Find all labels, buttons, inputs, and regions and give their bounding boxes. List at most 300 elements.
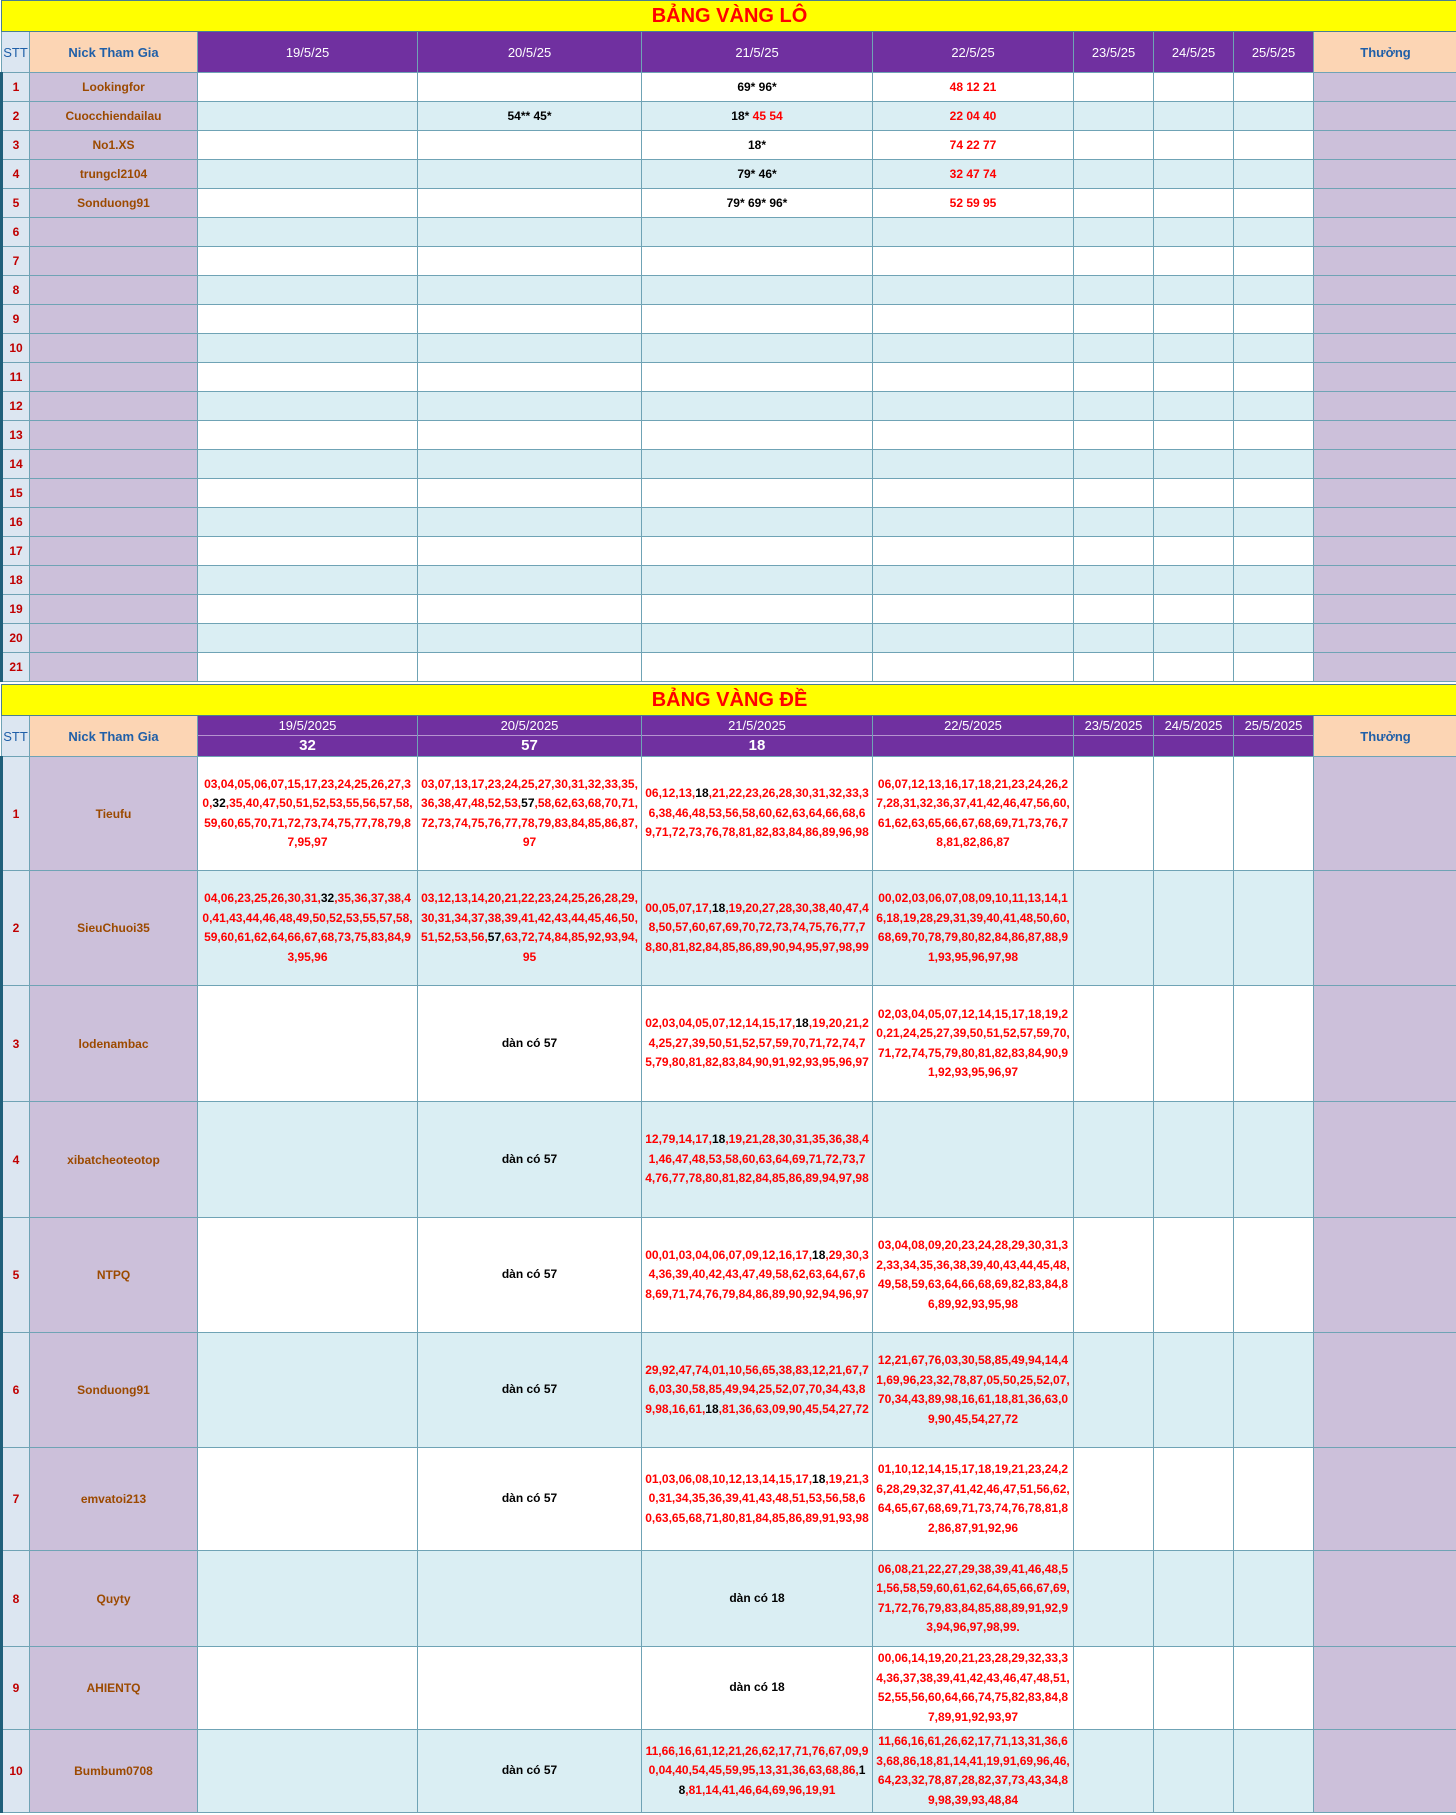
lo-row: [2, 305, 1456, 334]
prediction-cell: [642, 421, 873, 450]
reward-cell: [1314, 334, 1456, 363]
cell-text-segment: 03,04,05,06,07,15,17,23,24,25,26,27,30,: [202, 776, 411, 810]
de-row: [2, 1333, 1456, 1448]
cell-text-segment: ,81,14,41,46,64,69,96,19,91: [685, 1782, 836, 1797]
prediction-cell: [1234, 131, 1314, 160]
prediction-cell: [198, 757, 418, 871]
cell-text-segment: dàn có 57: [501, 1382, 558, 1397]
prediction-cell: [873, 102, 1074, 131]
cell-text-segment: 32: [212, 796, 226, 810]
participant-nick: Sonduong91: [30, 1333, 198, 1448]
prediction-cell: [1154, 450, 1234, 479]
reward-cell: [1314, 363, 1456, 392]
cell-text-segment: 32 47 74: [949, 167, 997, 181]
lo-reward-header: Thưởng: [1314, 32, 1456, 73]
lo-row: [2, 392, 1456, 421]
reward-cell: [1314, 757, 1456, 871]
prediction-cell: [1074, 392, 1154, 421]
prediction-cell: [198, 871, 418, 986]
prediction-cell: [1234, 1218, 1314, 1333]
prediction-cell: [1234, 305, 1314, 334]
lo-title: BẢNG VÀNG LÔ: [2, 1, 1456, 32]
prediction-cell: [642, 508, 873, 537]
de-row: [2, 1551, 1456, 1647]
prediction-cell: [873, 1218, 1074, 1333]
prediction-cell: [873, 73, 1074, 102]
participant-nick: [30, 479, 198, 508]
reward-cell: [1314, 1102, 1456, 1218]
prediction-cell: [873, 218, 1074, 247]
prediction-cell: [418, 247, 642, 276]
prediction-cell: [642, 450, 873, 479]
prediction-cell: [1154, 247, 1234, 276]
reward-cell: [1314, 566, 1456, 595]
prediction-cell: [873, 624, 1074, 653]
prediction-cell: [418, 421, 642, 450]
prediction-cell: [1074, 479, 1154, 508]
cell-text-segment: dàn có 57: [501, 1491, 558, 1506]
prediction-cell: [1234, 1647, 1314, 1730]
prediction-cell: [642, 218, 873, 247]
prediction-cell: [642, 247, 873, 276]
prediction-cell: [1154, 334, 1234, 363]
reward-cell: [1314, 653, 1456, 682]
prediction-cell: [198, 218, 418, 247]
cell-text-segment: 18: [678, 1763, 866, 1797]
row-number: 8: [2, 1551, 30, 1647]
row-number: 5: [2, 189, 30, 218]
reward-cell: [1314, 131, 1456, 160]
prediction-cell: [418, 363, 642, 392]
row-number: 21: [2, 653, 30, 682]
cell-text-segment: ,58,62,63,68,70,71,72,73,74,75,76,77,78,79,83,84,85,86,87,97: [421, 796, 638, 849]
de-row: [2, 871, 1456, 986]
prediction-cell: [1074, 1647, 1154, 1730]
prediction-cell: [1074, 508, 1154, 537]
prediction-cell: [1074, 1102, 1154, 1218]
reward-cell: [1314, 392, 1456, 421]
cell-text-segment: 12,21,67,76,03,30,58,85,49,94,14,41,69,96,23,32,78,87,05,50,25,52,07,70,34,43,89,98,16,61,18,81,36,63,09,90,45,54,27,72: [876, 1353, 1070, 1426]
lo-row: [2, 363, 1456, 392]
prediction-cell: [873, 566, 1074, 595]
cell-text-segment: 69* 96*: [737, 80, 777, 94]
cell-text-segment: 00,05,07,17,: [645, 900, 712, 915]
participant-nick: Tieufu: [30, 757, 198, 871]
prediction-cell: [642, 479, 873, 508]
cell-text-segment: 74 22 77: [949, 138, 997, 152]
prediction-cell: [873, 392, 1074, 421]
prediction-cell: [642, 276, 873, 305]
prediction-cell: [198, 73, 418, 102]
participant-nick: [30, 334, 198, 363]
de-date-label: 23/5/2025: [1084, 718, 1143, 733]
de-result-number: 18: [642, 735, 872, 755]
cell-text-segment: 22 04 40: [949, 109, 997, 123]
prediction-cell: [1074, 1448, 1154, 1551]
prediction-cell: [642, 1333, 873, 1448]
prediction-cell: [1234, 537, 1314, 566]
prediction-cell: [1154, 102, 1234, 131]
prediction-cell: [1234, 363, 1314, 392]
prediction-cell: [1234, 653, 1314, 682]
prediction-cell: [642, 1730, 873, 1813]
lo-row: [2, 160, 1456, 189]
lo-date-header: 24/5/25: [1154, 32, 1234, 73]
participant-nick: [30, 537, 198, 566]
cell-text-segment: dàn có 18: [729, 1590, 785, 1605]
de-row: [2, 986, 1456, 1102]
prediction-cell: [418, 450, 642, 479]
prediction-cell: [418, 1730, 642, 1813]
prediction-cell: [1074, 102, 1154, 131]
participant-nick: SieuChuoi35: [30, 871, 198, 986]
prediction-cell: [1074, 653, 1154, 682]
cell-text-segment: 48 12 21: [949, 80, 997, 94]
prediction-cell: [873, 537, 1074, 566]
prediction-cell: [198, 334, 418, 363]
cell-text-segment: 12,79,14,17,: [645, 1132, 712, 1147]
lo-row: [2, 102, 1456, 131]
prediction-cell: [1154, 276, 1234, 305]
prediction-cell: [1154, 1551, 1234, 1647]
prediction-cell: [1074, 189, 1154, 218]
de-result-number: [1074, 735, 1153, 755]
cell-text-segment: 02,03,04,05,07,12,14,15,17,18,19,20,21,24,25,27,39,50,51,52,57,59,70,71,72,74,75,79,80,81,82,83,84,90,91,92,93,95,96,97: [876, 1006, 1070, 1079]
prediction-cell: [873, 160, 1074, 189]
prediction-cell: [198, 102, 418, 131]
reward-cell: [1314, 871, 1456, 986]
lo-row: [2, 334, 1456, 363]
prediction-cell: [198, 160, 418, 189]
prediction-cell: [642, 1647, 873, 1730]
prediction-cell: [198, 1102, 418, 1218]
prediction-cell: [873, 1730, 1074, 1813]
prediction-cell: [418, 1551, 642, 1647]
prediction-cell: [1234, 421, 1314, 450]
prediction-cell: [198, 1647, 418, 1730]
prediction-cell: [642, 189, 873, 218]
row-number: 11: [2, 363, 30, 392]
prediction-cell: [642, 537, 873, 566]
lo-row: [2, 218, 1456, 247]
prediction-cell: [873, 1647, 1074, 1730]
row-number: 5: [2, 1218, 30, 1333]
prediction-cell: [1234, 986, 1314, 1102]
reward-cell: [1314, 276, 1456, 305]
prediction-cell: [642, 871, 873, 986]
participant-nick: AHIENTQ: [30, 1647, 198, 1730]
de-title: BẢNG VÀNG ĐỀ: [2, 685, 1456, 716]
row-number: 12: [2, 392, 30, 421]
lo-date-header: 23/5/25: [1074, 32, 1154, 73]
prediction-cell: [1234, 1448, 1314, 1551]
prediction-cell: [418, 479, 642, 508]
prediction-cell: [1074, 247, 1154, 276]
prediction-cell: [1234, 871, 1314, 986]
participant-nick: [30, 218, 198, 247]
prediction-cell: [1154, 624, 1234, 653]
lo-row: [2, 537, 1456, 566]
prediction-cell: [642, 595, 873, 624]
de-date-header: [873, 716, 1074, 757]
cell-text-segment: 52 59 95: [949, 196, 997, 210]
prediction-cell: [1074, 1551, 1154, 1647]
participant-nick: [30, 653, 198, 682]
prediction-cell: [198, 537, 418, 566]
prediction-cell: [1074, 305, 1154, 334]
prediction-cell: [642, 1551, 873, 1647]
prediction-cell: [1234, 73, 1314, 102]
row-number: 6: [2, 218, 30, 247]
prediction-cell: [873, 757, 1074, 871]
prediction-cell: [198, 479, 418, 508]
cell-text-segment: 01,10,12,14,15,17,18,19,21,23,24,26,28,29,32,37,41,42,46,47,51,56,62,64,65,67,68,69,71,73,74,76,78,81,82,86,87,91,92,96: [876, 1462, 1070, 1535]
participant-nick: NTPQ: [30, 1218, 198, 1333]
de-date-label: 24/5/2025: [1164, 718, 1223, 733]
prediction-cell: [418, 1102, 642, 1218]
reward-cell: [1314, 160, 1456, 189]
row-number: 7: [2, 1448, 30, 1551]
prediction-cell: [642, 102, 873, 131]
de-stt-header: STT: [2, 716, 30, 757]
de-date-header: [198, 716, 418, 757]
cell-text-segment: ,19,20,21,24,25,27,39,50,51,52,57,59,70,71,72,74,75,79,80,81,82,83,84,90,91,92,93,95,96,97: [645, 1016, 869, 1070]
reward-cell: [1314, 624, 1456, 653]
row-number: 17: [2, 537, 30, 566]
participant-nick: No1.XS: [30, 131, 198, 160]
lo-date-header: 20/5/25: [418, 32, 642, 73]
de-row: [2, 1448, 1456, 1551]
prediction-cell: [1074, 73, 1154, 102]
prediction-cell: [642, 757, 873, 871]
participant-nick: [30, 392, 198, 421]
prediction-cell: [873, 334, 1074, 363]
cell-text-segment: 18: [695, 786, 709, 801]
row-number: 18: [2, 566, 30, 595]
prediction-cell: [642, 160, 873, 189]
row-number: 15: [2, 479, 30, 508]
prediction-cell: [1074, 334, 1154, 363]
row-number: 20: [2, 624, 30, 653]
prediction-cell: [1154, 1102, 1234, 1218]
cell-text-segment: ,35,36,37,38,40,41,43,44,46,48,49,50,52,53,55,57,58,59,60,61,62,64,66,67,68,73,75,83,84,93,95,96: [202, 891, 413, 964]
prediction-cell: [873, 450, 1074, 479]
participant-nick: [30, 305, 198, 334]
prediction-cell: [873, 1102, 1074, 1218]
prediction-cell: [1074, 160, 1154, 189]
de-date-header: [1234, 716, 1314, 757]
prediction-cell: [1234, 450, 1314, 479]
prediction-cell: [1074, 421, 1154, 450]
cell-text-segment: 18: [812, 1471, 826, 1486]
prediction-cell: [642, 392, 873, 421]
participant-nick: [30, 595, 198, 624]
de-date-label: 20/5/2025: [500, 718, 559, 733]
prediction-cell: [873, 189, 1074, 218]
prediction-cell: [1234, 247, 1314, 276]
prediction-cell: [642, 334, 873, 363]
lo-row: [2, 595, 1456, 624]
prediction-cell: [198, 624, 418, 653]
reward-cell: [1314, 305, 1456, 334]
de-date-label: 25/5/2025: [1244, 718, 1303, 733]
lo-date-header: 21/5/25: [642, 32, 873, 73]
de-result-number: 57: [418, 735, 641, 755]
reward-cell: [1314, 189, 1456, 218]
prediction-cell: [418, 537, 642, 566]
prediction-cell: [1154, 131, 1234, 160]
prediction-cell: [1234, 1333, 1314, 1448]
prediction-cell: [1154, 421, 1234, 450]
cell-text-segment: 32: [320, 891, 335, 905]
prediction-cell: [873, 1551, 1074, 1647]
cell-text-segment: dàn có 57: [501, 1267, 558, 1282]
prediction-cell: [1074, 595, 1154, 624]
participant-nick: Sonduong91: [30, 189, 198, 218]
prediction-cell: [418, 1647, 642, 1730]
prediction-cell: [1074, 624, 1154, 653]
cell-text-segment: 18: [711, 1132, 726, 1147]
prediction-cell: [873, 131, 1074, 160]
prediction-cell: [198, 986, 418, 1102]
de-row: [2, 1102, 1456, 1218]
cell-text-segment: ,19,20,27,28,30,38,40,47,48,50,57,60,67,69,70,72,73,74,75,76,77,78,80,81,82,84,85,86,89,90,94,95,97,98,99: [645, 900, 869, 954]
prediction-cell: [198, 508, 418, 537]
prediction-cell: [1234, 1730, 1314, 1813]
prediction-cell: [873, 276, 1074, 305]
prediction-cell: [1154, 479, 1234, 508]
de-result-number: [1154, 735, 1233, 755]
prediction-cell: [418, 276, 642, 305]
row-number: 2: [2, 102, 30, 131]
row-number: 13: [2, 421, 30, 450]
reward-cell: [1314, 1448, 1456, 1551]
prediction-cell: [1074, 450, 1154, 479]
row-number: 6: [2, 1333, 30, 1448]
prediction-cell: [1234, 1102, 1314, 1218]
cell-text-segment: 06,12,13,: [645, 786, 696, 801]
reward-cell: [1314, 450, 1456, 479]
participant-nick: [30, 247, 198, 276]
lo-date-header: 25/5/25: [1234, 32, 1314, 73]
reward-cell: [1314, 73, 1456, 102]
participant-nick: [30, 566, 198, 595]
prediction-cell: [1154, 73, 1234, 102]
cell-text-segment: ,19,21,30,31,34,35,36,39,41,43,48,51,53,56,58,60,63,65,68,71,80,81,84,85,86,89,91,93,98: [645, 1471, 869, 1525]
prediction-cell: [1234, 1551, 1314, 1647]
prediction-cell: [198, 1218, 418, 1333]
cell-text-segment: ,81,36,63,09,90,45,54,27,72: [718, 1401, 869, 1416]
de-table: [0, 684, 1456, 1813]
prediction-cell: [418, 1333, 642, 1448]
prediction-cell: [1074, 986, 1154, 1102]
lo-row: [2, 479, 1456, 508]
de-date-label: 22/5/2025: [944, 718, 1002, 733]
prediction-cell: [418, 131, 642, 160]
prediction-cell: [198, 1448, 418, 1551]
prediction-cell: [642, 566, 873, 595]
de-row: [2, 1218, 1456, 1333]
reward-cell: [1314, 1218, 1456, 1333]
cell-text-segment: 18*: [747, 138, 767, 152]
prediction-cell: [198, 450, 418, 479]
cell-text-segment: 79* 69* 96*: [726, 196, 788, 210]
prediction-cell: [418, 218, 642, 247]
prediction-cell: [198, 421, 418, 450]
participant-nick: Lookingfor: [30, 73, 198, 102]
prediction-cell: [1154, 986, 1234, 1102]
prediction-cell: [1074, 566, 1154, 595]
prediction-cell: [873, 421, 1074, 450]
cell-text-segment: 00,06,14,19,20,21,23,28,29,32,33,34,36,37,38,39,41,42,43,46,47,48,51,52,55,56,60,64,66,74,75,82,83,84,87,89,91,92,93,97: [876, 1651, 1070, 1724]
cell-text-segment: 01,03,06,08,10,12,13,14,15,17,: [645, 1471, 813, 1486]
prediction-cell: [418, 160, 642, 189]
prediction-cell: [1154, 1448, 1234, 1551]
prediction-cell: [1234, 334, 1314, 363]
reward-cell: [1314, 102, 1456, 131]
lo-nick-header: Nick Tham Gia: [30, 32, 198, 73]
cell-text-segment: 03,04,08,09,20,23,24,28,29,30,31,32,33,34,35,36,38,39,40,43,44,45,48,49,58,59,63,64,66,68,69,82,83,84,86,89,92,93,95,98: [876, 1238, 1070, 1311]
cell-text-segment: 04,06,23,25,26,30,31,: [204, 891, 321, 905]
prediction-cell: [1234, 757, 1314, 871]
prediction-cell: [1154, 566, 1234, 595]
row-number: 2: [2, 871, 30, 986]
participant-nick: [30, 508, 198, 537]
prediction-cell: [418, 73, 642, 102]
reward-cell: [1314, 1551, 1456, 1647]
prediction-cell: [873, 653, 1074, 682]
prediction-cell: [1154, 508, 1234, 537]
prediction-cell: [198, 189, 418, 218]
prediction-cell: [1234, 479, 1314, 508]
lo-row: [2, 189, 1456, 218]
reward-cell: [1314, 218, 1456, 247]
prediction-cell: [642, 131, 873, 160]
prediction-cell: [1234, 508, 1314, 537]
participant-nick: [30, 421, 198, 450]
prediction-cell: [198, 131, 418, 160]
prediction-cell: [1234, 102, 1314, 131]
prediction-cell: [418, 102, 642, 131]
prediction-cell: [1154, 537, 1234, 566]
prediction-cell: [1234, 160, 1314, 189]
cell-text-segment: 06,07,12,13,16,17,18,21,23,24,26,27,28,31,32,36,37,41,42,46,47,56,60,61,62,63,65,66,67,68,69,71,73,76,78,81,82,86,87: [876, 776, 1070, 849]
prediction-cell: [418, 392, 642, 421]
lo-row: [2, 421, 1456, 450]
prediction-cell: [1154, 757, 1234, 871]
prediction-cell: [418, 595, 642, 624]
reward-cell: [1314, 986, 1456, 1102]
prediction-cell: [1154, 363, 1234, 392]
prediction-cell: [642, 1448, 873, 1551]
participant-nick: [30, 450, 198, 479]
prediction-cell: [198, 653, 418, 682]
de-date-label: 19/5/2025: [278, 718, 337, 733]
cell-text-segment: 18: [812, 1247, 826, 1262]
prediction-cell: [873, 1333, 1074, 1448]
participant-nick: trungcl2104: [30, 160, 198, 189]
row-number: 4: [2, 160, 30, 189]
de-row: [2, 1730, 1456, 1813]
row-number: 4: [2, 1102, 30, 1218]
reward-cell: [1314, 537, 1456, 566]
prediction-cell: [1234, 276, 1314, 305]
cell-text-segment: 03,07,13,17,23,24,25,27,30,31,32,33,35,36,38,47,48,52,53,: [421, 776, 638, 810]
prediction-cell: [198, 595, 418, 624]
prediction-cell: [1234, 218, 1314, 247]
reward-cell: [1314, 247, 1456, 276]
prediction-cell: [642, 653, 873, 682]
